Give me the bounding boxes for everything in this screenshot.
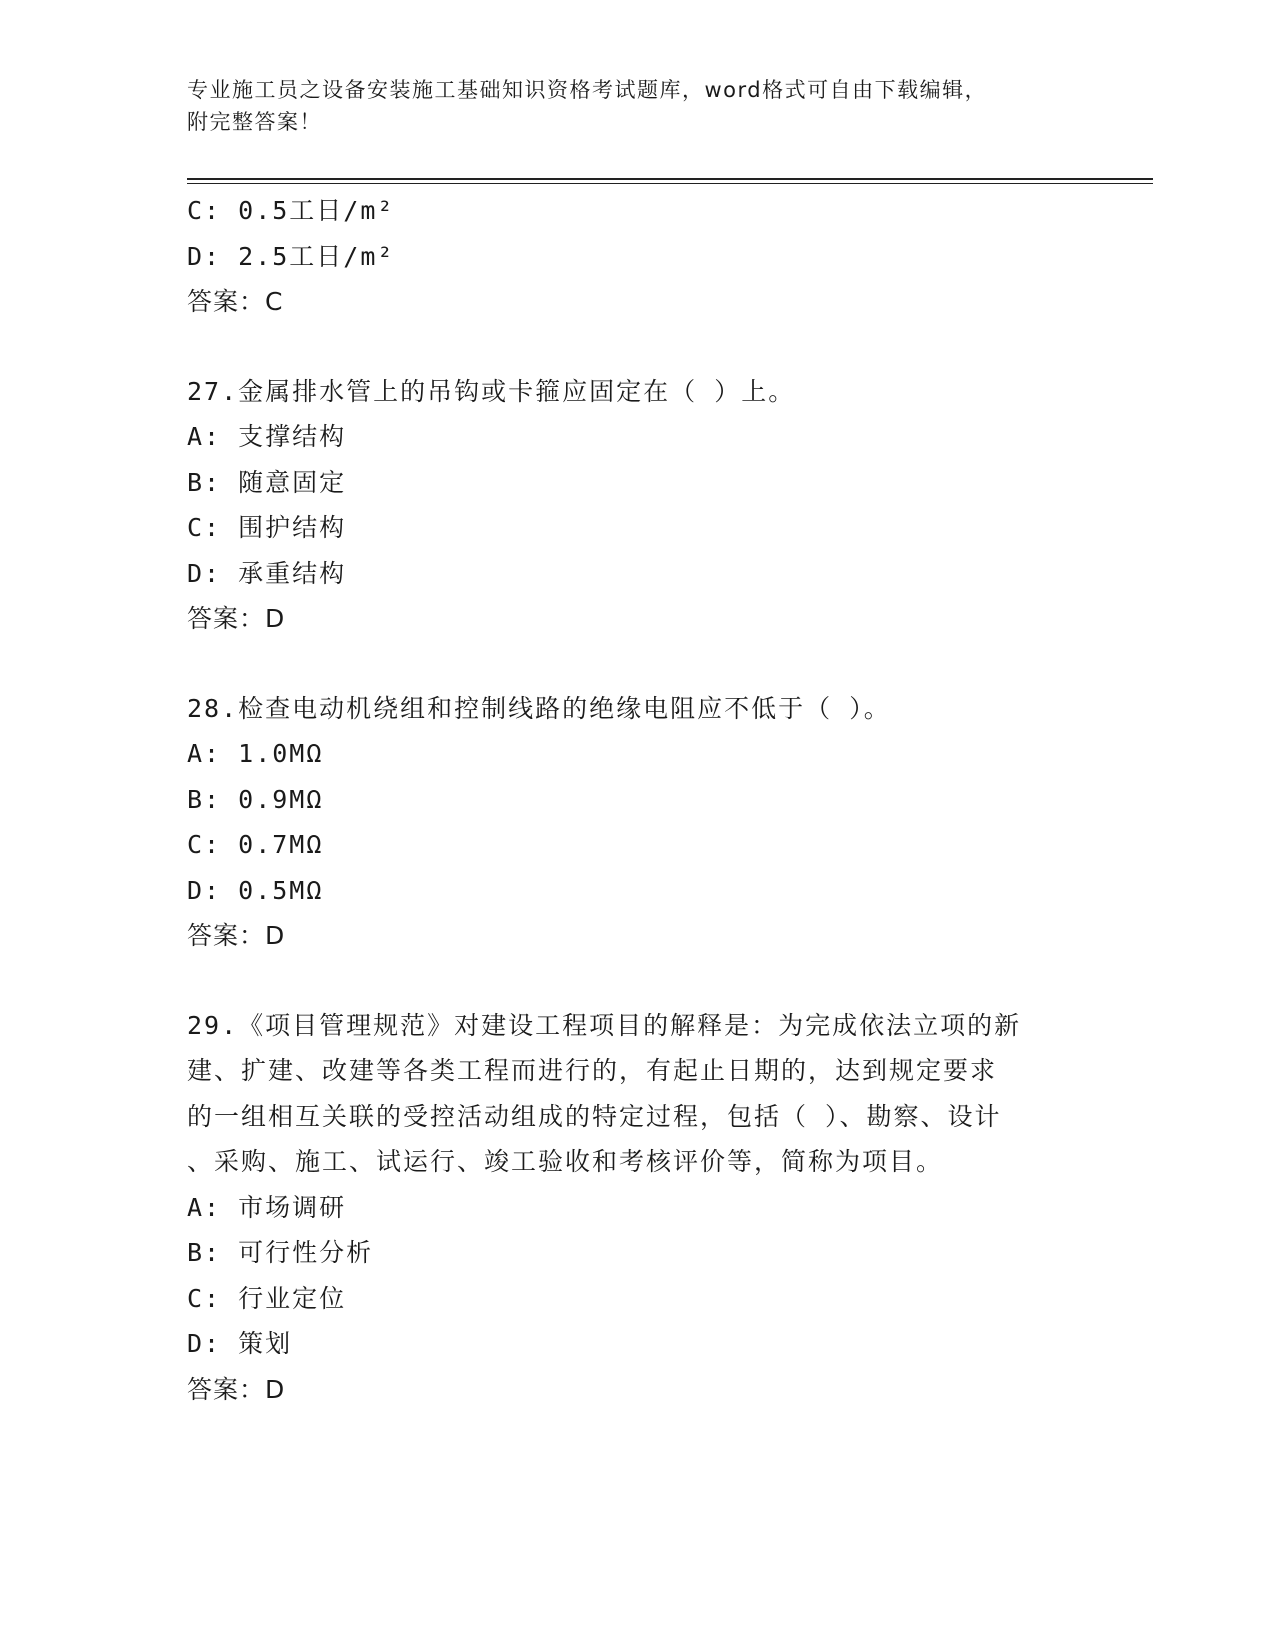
option-c: C: 行业定位 — [187, 1283, 347, 1313]
question-28 — [187, 686, 1087, 959]
option-a: A: 支撑结构 — [187, 422, 347, 451]
option-c: C: 围护结构 — [187, 513, 347, 542]
answer-label: 答案：D — [187, 604, 286, 633]
answer-label: 答案：C — [187, 287, 284, 316]
header-divider-thin — [187, 183, 1153, 184]
question-stem: 27.金属排水管上的吊钩或卡箍应固定在（ ）上。 — [187, 376, 796, 406]
question-spacer — [187, 959, 1087, 1003]
question-26-continued — [187, 188, 1087, 325]
option-c: C: 0.7MΩ — [187, 830, 324, 859]
option-d: D: 2.5工日/m² — [187, 241, 395, 271]
option-c: C: 0.5工日/m² — [187, 196, 395, 225]
option-d: D: 策划 — [187, 1329, 293, 1358]
question-27 — [187, 369, 1087, 642]
option-d: D: 0.5MΩ — [187, 875, 324, 905]
question-29 — [187, 1003, 1087, 1413]
option-a: A: 市场调研 — [187, 1192, 347, 1222]
question-stem: 28.检查电动机绕组和控制线路的绝缘电阻应不低于（ ）。 — [187, 693, 891, 723]
question-spacer — [187, 642, 1087, 686]
answer-label: 答案：D — [187, 1374, 286, 1404]
question-stem-line-1: 29.《项目管理规范》对建设工程项目的解释是：为完成依法立项的新 — [187, 1010, 1022, 1040]
question-stem-line-2: 建、扩建、改建等各类工程而进行的，有起止日期的，达到规定要求 — [187, 1056, 998, 1085]
option-b: B: 随意固定 — [187, 467, 347, 497]
document-header — [187, 74, 1087, 138]
answer-label: 答案：D — [187, 921, 286, 950]
header-title-line-1: 专业施工员之设备安装施工基础知识资格考试题库，word格式可自由下载编辑， — [187, 78, 988, 102]
header-divider-thick — [187, 178, 1153, 180]
option-b: B: 可行性分析 — [187, 1238, 374, 1267]
header-title-line-2: 附完整答案！ — [187, 110, 322, 134]
option-d: D: 承重结构 — [187, 558, 347, 588]
option-a: A: 1.0MΩ — [187, 739, 324, 768]
question-stem-line-4: 、采购、施工、试运行、竣工验收和考核评价等，简称为项目。 — [187, 1147, 944, 1176]
question-list — [187, 188, 1087, 1412]
question-spacer — [187, 325, 1087, 369]
option-b: B: 0.9MΩ — [187, 784, 324, 814]
question-stem-line-3: 的一组相互关联的受控活动组成的特定过程，包括（ ）、勘察、设计 — [187, 1101, 1002, 1131]
